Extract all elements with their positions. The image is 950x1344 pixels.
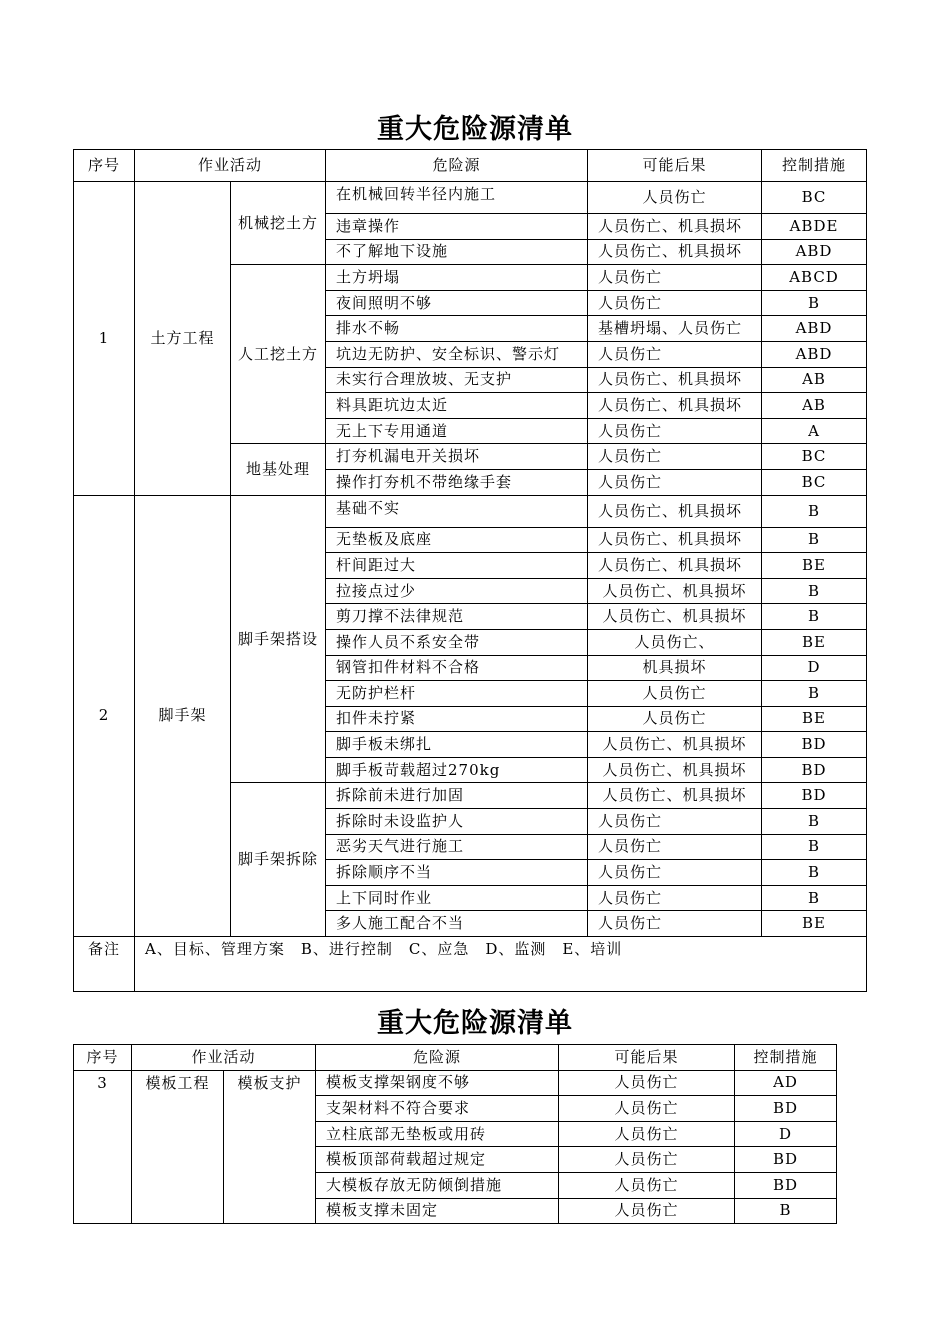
hazard-cell: 无防护栏杆 (326, 681, 588, 707)
hazard-cell: 基础不实 (326, 495, 588, 527)
hazard-cell: 在机械回转半径内施工 (326, 182, 588, 214)
measure-cell: BC (762, 469, 867, 495)
table-row (74, 1070, 837, 1096)
measure-cell: BE (762, 706, 867, 732)
measure-cell: B (762, 527, 867, 553)
measure-cell: BD (735, 1096, 837, 1122)
hazard-cell: 操作人员不系安全带 (326, 629, 588, 655)
measure-cell: B (762, 290, 867, 316)
hazard-cell: 模板支撑未固定 (316, 1198, 559, 1224)
consequence-cell: 人员伤亡、机具损坏 (588, 214, 762, 240)
hazard-table-2 (73, 1044, 837, 1224)
measure-cell: BE (762, 629, 867, 655)
measure-cell: AB (762, 367, 867, 393)
hazard-cell: 立柱底部无垫板或用砖 (316, 1121, 559, 1147)
measure-cell: B (762, 578, 867, 604)
consequence-cell: 人员伤亡 (588, 809, 762, 835)
consequence-cell: 人员伤亡 (588, 444, 762, 470)
remark-label: 备注 (74, 937, 135, 992)
hazard-cell: 模板顶部荷载超过规定 (316, 1147, 559, 1173)
hazard-cell: 多人施工配合不当 (326, 911, 588, 937)
consequence-cell: 人员伤亡 (588, 341, 762, 367)
consequence-cell: 人员伤亡 (588, 911, 762, 937)
hazard-cell: 模板支撑架钢度不够 (316, 1070, 559, 1096)
activity-name: 脚手架 (135, 495, 231, 937)
hazard-cell: 恶劣天气进行施工 (326, 834, 588, 860)
measure-cell: BC (762, 444, 867, 470)
consequence-cell: 人员伤亡 (588, 469, 762, 495)
hazard-cell: 杆间距过大 (326, 553, 588, 579)
consequence-cell: 人员伤亡 (559, 1172, 735, 1198)
header-row (74, 1045, 837, 1071)
consequence-cell: 人员伤亡 (588, 290, 762, 316)
measure-cell: BD (735, 1147, 837, 1173)
hazard-cell: 未实行合理放坡、无支护 (326, 367, 588, 393)
consequence-cell: 人员伤亡 (559, 1096, 735, 1122)
consequence-cell: 人员伤亡、机具损坏 (588, 757, 762, 783)
measure-cell: B (735, 1198, 837, 1224)
measure-cell: AB (762, 393, 867, 419)
sub-activity: 机械挖土方 (231, 182, 326, 265)
measure-cell: AD (735, 1070, 837, 1096)
row-number: 3 (74, 1070, 132, 1224)
row-number: 2 (74, 495, 135, 937)
measure-cell: B (762, 495, 867, 527)
measure-cell: B (762, 885, 867, 911)
consequence-cell: 人员伤亡、机具损坏 (588, 553, 762, 579)
header-row (74, 150, 867, 182)
measure-cell: BD (735, 1172, 837, 1198)
sub-activity: 脚手架拆除 (231, 783, 326, 937)
measure-cell: ABDE (762, 214, 867, 240)
consequence-cell: 人员伤亡 (588, 182, 762, 214)
measure-cell: ABD (762, 316, 867, 342)
sub-activity: 人工挖土方 (231, 265, 326, 444)
measure-cell: BE (762, 911, 867, 937)
remark-row (74, 937, 867, 992)
measure-cell: D (762, 655, 867, 681)
measure-cell: B (762, 860, 867, 886)
header-consequence: 可能后果 (588, 150, 762, 182)
consequence-cell: 人员伤亡、机具损坏 (588, 604, 762, 630)
measure-cell: BC (762, 182, 867, 214)
header-measure: 控制措施 (762, 150, 867, 182)
measure-cell: B (762, 809, 867, 835)
measure-cell: ABD (762, 239, 867, 265)
measure-cell: BD (762, 783, 867, 809)
consequence-cell: 人员伤亡、机具损坏 (588, 783, 762, 809)
consequence-cell: 人员伤亡、 (588, 629, 762, 655)
header-activity: 作业活动 (135, 150, 326, 182)
header-hazard: 危险源 (316, 1045, 559, 1071)
hazard-cell: 排水不畅 (326, 316, 588, 342)
hazard-cell: 拆除顺序不当 (326, 860, 588, 886)
consequence-cell: 人员伤亡 (588, 265, 762, 291)
consequence-cell: 人员伤亡、机具损坏 (588, 393, 762, 419)
hazard-cell: 无上下专用通道 (326, 418, 588, 444)
remark-text: A、目标、管理方案 B、进行控制 C、应急 D、监测 E、培训 (135, 937, 867, 992)
hazard-cell: 支架材料不符合要求 (316, 1096, 559, 1122)
consequence-cell: 人员伤亡 (559, 1121, 735, 1147)
hazard-cell: 违章操作 (326, 214, 588, 240)
measure-cell: B (762, 834, 867, 860)
measure-cell: BD (762, 757, 867, 783)
header-activity: 作业活动 (132, 1045, 316, 1071)
consequence-cell: 人员伤亡 (559, 1147, 735, 1173)
hazard-cell: 夜间照明不够 (326, 290, 588, 316)
hazard-cell: 打夯机漏电开关损坏 (326, 444, 588, 470)
header-measure: 控制措施 (735, 1045, 837, 1071)
measure-cell: ABCD (762, 265, 867, 291)
consequence-cell: 人员伤亡、机具损坏 (588, 367, 762, 393)
header-no: 序号 (74, 1045, 132, 1071)
hazard-cell: 剪刀撑不法律规范 (326, 604, 588, 630)
consequence-cell: 人员伤亡 (588, 706, 762, 732)
hazard-cell: 拆除时未设监护人 (326, 809, 588, 835)
hazard-cell: 坑边无防护、安全标识、警示灯 (326, 341, 588, 367)
consequence-cell: 基槽坍塌、人员伤亡 (588, 316, 762, 342)
sub-activity: 地基处理 (231, 444, 326, 495)
hazard-table-1 (73, 149, 867, 992)
table-row (74, 182, 867, 214)
consequence-cell: 机具损坏 (588, 655, 762, 681)
consequence-cell: 人员伤亡 (588, 860, 762, 886)
table2-title: 重大危险源清单 (377, 1008, 573, 1039)
hazard-cell: 大模板存放无防倾倒措施 (316, 1172, 559, 1198)
sub-activity: 模板支护 (224, 1070, 316, 1224)
header-hazard: 危险源 (326, 150, 588, 182)
hazard-cell: 土方坍塌 (326, 265, 588, 291)
hazard-cell: 上下同时作业 (326, 885, 588, 911)
measure-cell: BE (762, 553, 867, 579)
row-number: 1 (74, 182, 135, 496)
table-row (74, 495, 867, 527)
header-no: 序号 (74, 150, 135, 182)
hazard-cell: 脚手板苛载超过270kg (326, 757, 588, 783)
header-consequence: 可能后果 (559, 1045, 735, 1071)
measure-cell: B (762, 681, 867, 707)
consequence-cell: 人员伤亡、机具损坏 (588, 239, 762, 265)
consequence-cell: 人员伤亡、机具损坏 (588, 732, 762, 758)
consequence-cell: 人员伤亡、机具损坏 (588, 495, 762, 527)
measure-cell: A (762, 418, 867, 444)
measure-cell: D (735, 1121, 837, 1147)
table1-title: 重大危险源清单 (377, 114, 573, 145)
hazard-cell: 钢管扣件材料不合格 (326, 655, 588, 681)
hazard-cell: 无垫板及底座 (326, 527, 588, 553)
activity-name: 土方工程 (135, 182, 231, 496)
hazard-cell: 料具距坑边太近 (326, 393, 588, 419)
measure-cell: ABD (762, 341, 867, 367)
hazard-cell: 不了解地下设施 (326, 239, 588, 265)
consequence-cell: 人员伤亡 (559, 1070, 735, 1096)
consequence-cell: 人员伤亡、机具损坏 (588, 527, 762, 553)
hazard-cell: 操作打夯机不带绝缘手套 (326, 469, 588, 495)
consequence-cell: 人员伤亡 (588, 834, 762, 860)
measure-cell: B (762, 604, 867, 630)
activity-name: 模板工程 (132, 1070, 224, 1224)
hazard-cell: 拉接点过少 (326, 578, 588, 604)
hazard-cell: 扣件未拧紧 (326, 706, 588, 732)
consequence-cell: 人员伤亡 (588, 885, 762, 911)
consequence-cell: 人员伤亡、机具损坏 (588, 578, 762, 604)
consequence-cell: 人员伤亡 (588, 418, 762, 444)
consequence-cell: 人员伤亡 (559, 1198, 735, 1224)
consequence-cell: 人员伤亡 (588, 681, 762, 707)
hazard-cell: 拆除前未进行加固 (326, 783, 588, 809)
hazard-cell: 脚手板未绑扎 (326, 732, 588, 758)
sub-activity: 脚手架搭设 (231, 495, 326, 783)
measure-cell: BD (762, 732, 867, 758)
